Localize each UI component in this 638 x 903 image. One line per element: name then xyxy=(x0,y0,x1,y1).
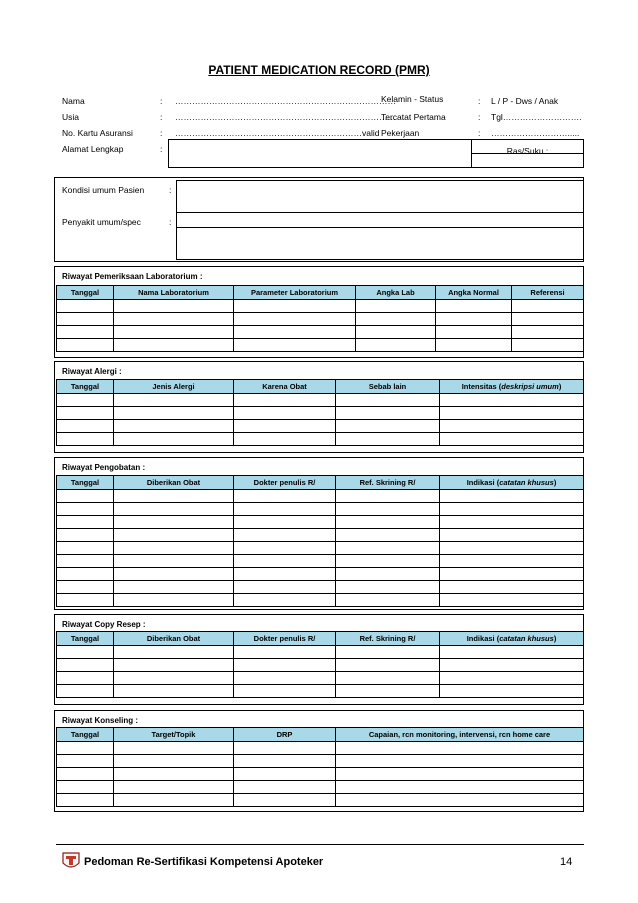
table-cell[interactable] xyxy=(57,529,114,542)
table-cell[interactable] xyxy=(234,313,356,326)
footer-divider xyxy=(56,844,584,845)
column-header: Jenis Alergi xyxy=(114,380,234,394)
table-cell[interactable] xyxy=(436,339,512,352)
pekerjaan-value[interactable]: ………………………..... xyxy=(491,128,580,138)
copy-resep-title: Riwayat Copy Resep : xyxy=(62,620,146,629)
table-cell[interactable] xyxy=(57,594,114,607)
colon: : xyxy=(478,112,481,122)
table-cell[interactable] xyxy=(440,659,584,672)
table-cell[interactable] xyxy=(440,407,584,420)
table-cell[interactable] xyxy=(57,794,114,807)
column-header: Tanggal xyxy=(57,728,114,742)
table-cell[interactable] xyxy=(234,685,336,698)
table-cell[interactable] xyxy=(57,659,114,672)
table-cell[interactable] xyxy=(440,568,584,581)
table-cell[interactable] xyxy=(57,490,114,503)
table-cell[interactable] xyxy=(114,568,234,581)
column-header: Ref. Skrining R/ xyxy=(336,476,440,490)
table-cell[interactable] xyxy=(57,394,114,407)
nama-label: Nama xyxy=(62,96,85,106)
pengobatan-title: Riwayat Pengobatan : xyxy=(62,463,146,472)
page-number: 14 xyxy=(560,856,573,868)
column-header: Referensi xyxy=(512,286,584,300)
table-cell[interactable] xyxy=(234,326,356,339)
header-italic-text: catatan khusus xyxy=(499,478,554,487)
table-cell[interactable] xyxy=(57,503,114,516)
table-row xyxy=(57,581,584,594)
table-row xyxy=(57,568,584,581)
table-cell[interactable] xyxy=(440,581,584,594)
table-row xyxy=(57,672,584,685)
table-row xyxy=(57,794,584,807)
colon: : xyxy=(160,144,163,154)
table-cell[interactable] xyxy=(57,768,114,781)
table-cell[interactable] xyxy=(57,685,114,698)
table-cell[interactable] xyxy=(440,646,584,659)
table-cell[interactable] xyxy=(336,555,440,568)
alamat-field[interactable] xyxy=(168,139,472,168)
table-cell[interactable] xyxy=(57,313,114,326)
table-cell[interactable] xyxy=(57,326,114,339)
table-cell[interactable] xyxy=(234,794,336,807)
column-header: Diberikan Obat xyxy=(114,476,234,490)
table-cell[interactable] xyxy=(512,339,584,352)
column-header: Dokter penulis R/ xyxy=(234,476,336,490)
table-row xyxy=(57,407,584,420)
ras-suku-label: Ras/Suku : xyxy=(506,146,549,156)
table-cell[interactable] xyxy=(234,594,336,607)
table-cell[interactable] xyxy=(234,542,336,555)
kondisi-field[interactable] xyxy=(176,180,584,213)
alergi-title: Riwayat Alergi : xyxy=(62,367,122,376)
table-cell[interactable] xyxy=(234,407,336,420)
alergi-section xyxy=(54,361,584,453)
table-row xyxy=(57,420,584,433)
table-cell[interactable] xyxy=(336,659,440,672)
table-row xyxy=(57,326,584,339)
table-cell[interactable] xyxy=(336,685,440,698)
table-cell[interactable] xyxy=(512,313,584,326)
column-header: Ref. Skrining R/ xyxy=(336,632,440,646)
table-row xyxy=(57,313,584,326)
table-cell[interactable] xyxy=(336,768,584,781)
table-cell[interactable] xyxy=(356,339,436,352)
table-cell[interactable] xyxy=(234,768,336,781)
table-cell[interactable] xyxy=(336,433,440,446)
table-cell[interactable] xyxy=(57,433,114,446)
column-header: Indikasi (catatan khusus) xyxy=(440,632,584,646)
table-cell[interactable] xyxy=(57,781,114,794)
table-row xyxy=(57,300,584,313)
table-row xyxy=(57,742,584,755)
table-cell[interactable] xyxy=(440,394,584,407)
table-cell[interactable] xyxy=(336,794,584,807)
table-cell[interactable] xyxy=(114,326,234,339)
column-header: Tanggal xyxy=(57,476,114,490)
table-cell[interactable] xyxy=(114,516,234,529)
table-cell[interactable] xyxy=(234,503,336,516)
table-cell[interactable] xyxy=(234,659,336,672)
colon: : xyxy=(478,96,481,106)
pengobatan-table xyxy=(56,475,584,607)
table-cell[interactable] xyxy=(336,516,440,529)
page-title: PATIENT MEDICATION RECORD (PMR) xyxy=(208,63,430,77)
table-cell[interactable] xyxy=(234,742,336,755)
table-cell[interactable] xyxy=(336,755,584,768)
tercatat-value[interactable]: Tgl………………………. xyxy=(491,112,582,122)
table-cell[interactable] xyxy=(440,420,584,433)
table-cell[interactable] xyxy=(336,646,440,659)
table-cell[interactable] xyxy=(336,420,440,433)
table-cell[interactable] xyxy=(336,490,440,503)
table-cell[interactable] xyxy=(440,685,584,698)
table-row xyxy=(57,685,584,698)
table-row xyxy=(57,433,584,446)
column-header: Karena Obat xyxy=(234,380,336,394)
table-cell[interactable] xyxy=(234,490,336,503)
table-cell[interactable] xyxy=(234,433,336,446)
table-cell[interactable] xyxy=(356,326,436,339)
table-cell[interactable] xyxy=(440,672,584,685)
table-row xyxy=(57,646,584,659)
table-cell[interactable] xyxy=(114,742,234,755)
column-header: DRP xyxy=(234,728,336,742)
table-cell[interactable] xyxy=(356,313,436,326)
lab-section xyxy=(54,266,584,358)
pekerjaan-label: Pekerjaan xyxy=(381,128,420,138)
table-cell[interactable] xyxy=(336,581,440,594)
table-cell[interactable] xyxy=(436,326,512,339)
table-cell[interactable] xyxy=(114,339,234,352)
table-cell[interactable] xyxy=(234,529,336,542)
table-row xyxy=(57,394,584,407)
table-cell[interactable] xyxy=(356,300,436,313)
table-cell[interactable] xyxy=(114,794,234,807)
column-header: Target/Topik xyxy=(114,728,234,742)
table-cell[interactable] xyxy=(57,300,114,313)
penyakit-label: Penyakit umum/spec xyxy=(62,217,141,227)
table-cell[interactable] xyxy=(234,339,356,352)
table-cell[interactable] xyxy=(114,646,234,659)
table-cell[interactable] xyxy=(114,420,234,433)
colon: : xyxy=(160,112,163,122)
column-header: Parameter Laboratorium xyxy=(234,286,356,300)
column-header: Indikasi (catatan khusus) xyxy=(440,476,584,490)
table-cell[interactable] xyxy=(114,768,234,781)
usia-label: Usia xyxy=(62,112,80,122)
table-cell[interactable] xyxy=(114,394,234,407)
column-header: Tanggal xyxy=(57,286,114,300)
column-header: Angka Normal xyxy=(436,286,512,300)
table-cell[interactable] xyxy=(336,542,440,555)
konseling-table xyxy=(56,727,584,807)
colon: : xyxy=(160,96,163,106)
penyakit-field[interactable] xyxy=(176,212,584,228)
colon: : xyxy=(160,128,163,138)
table-cell[interactable] xyxy=(57,407,114,420)
usia-field[interactable]: …………………………………………………………………… xyxy=(175,112,396,122)
table-cell[interactable] xyxy=(114,659,234,672)
column-header: Angka Lab xyxy=(356,286,436,300)
column-header: Intensitas (deskripsi umum) xyxy=(440,380,584,394)
table-row xyxy=(57,555,584,568)
column-header: Capaian, rcn monitoring, intervensi, rcn home care xyxy=(336,728,584,742)
table-cell[interactable] xyxy=(336,568,440,581)
column-header: Dokter penulis R/ xyxy=(234,632,336,646)
lab-table xyxy=(56,285,584,352)
table-row xyxy=(57,503,584,516)
table-cell[interactable] xyxy=(234,781,336,794)
colon: : xyxy=(169,185,172,195)
table-row xyxy=(57,339,584,352)
table-row xyxy=(57,516,584,529)
ras-suku-box xyxy=(471,139,584,154)
nama-field[interactable]: …………………………………………………………………… xyxy=(175,96,396,106)
kartu-asuransi-field[interactable]: …………………………………………………………valid xyxy=(175,128,380,138)
logo-icon xyxy=(62,851,80,871)
table-cell[interactable] xyxy=(336,742,584,755)
table-cell[interactable] xyxy=(512,326,584,339)
table-cell[interactable] xyxy=(57,755,114,768)
column-header: Tanggal xyxy=(57,632,114,646)
table-row xyxy=(57,755,584,768)
column-header: Nama Laboratorium xyxy=(114,286,234,300)
column-header: Sebab lain xyxy=(336,380,440,394)
table-cell[interactable] xyxy=(114,542,234,555)
table-cell[interactable] xyxy=(234,516,336,529)
tercatat-label: Tercatat Pertama xyxy=(381,112,446,122)
copy-resep-table xyxy=(56,631,584,698)
table-cell[interactable] xyxy=(336,407,440,420)
table-cell[interactable] xyxy=(234,646,336,659)
table-cell[interactable] xyxy=(114,503,234,516)
table-cell[interactable] xyxy=(234,300,356,313)
table-cell[interactable] xyxy=(440,433,584,446)
column-header: Tanggal xyxy=(57,380,114,394)
table-cell[interactable] xyxy=(336,594,440,607)
kelamin-label: Kelamin - Status xyxy=(381,94,444,104)
konseling-title: Riwayat Konseling : xyxy=(62,716,139,725)
table-row xyxy=(57,768,584,781)
table-cell[interactable] xyxy=(440,529,584,542)
table-row xyxy=(57,542,584,555)
table-cell[interactable] xyxy=(440,516,584,529)
colon: : xyxy=(169,217,172,227)
table-cell[interactable] xyxy=(336,503,440,516)
table-cell[interactable] xyxy=(114,755,234,768)
table-cell[interactable] xyxy=(440,490,584,503)
kartu-asuransi-label: No. Kartu Asuransi xyxy=(62,128,133,138)
kelamin-value[interactable]: L / P - Dws / Anak xyxy=(491,96,559,106)
lab-title: Riwayat Pemeriksaan Laboratorium : xyxy=(62,272,203,281)
table-cell[interactable] xyxy=(114,433,234,446)
konseling-section xyxy=(54,710,584,812)
table-cell[interactable] xyxy=(234,581,336,594)
ras-suku-field[interactable] xyxy=(471,153,584,168)
table-cell[interactable] xyxy=(114,313,234,326)
pengobatan-section xyxy=(54,457,584,610)
table-cell[interactable] xyxy=(114,300,234,313)
table-cell[interactable] xyxy=(234,394,336,407)
table-cell[interactable] xyxy=(57,555,114,568)
table-cell[interactable] xyxy=(440,555,584,568)
table-row xyxy=(57,781,584,794)
penyakit-detail-field[interactable] xyxy=(176,227,584,260)
table-cell[interactable] xyxy=(234,568,336,581)
table-cell[interactable] xyxy=(512,300,584,313)
table-row xyxy=(57,529,584,542)
table-cell[interactable] xyxy=(57,646,114,659)
header-italic-text: deskripsi umum xyxy=(501,382,559,391)
table-cell[interactable] xyxy=(234,555,336,568)
table-cell[interactable] xyxy=(57,742,114,755)
table-cell[interactable] xyxy=(57,568,114,581)
kondisi-section xyxy=(54,177,584,262)
table-cell[interactable] xyxy=(57,516,114,529)
table-cell[interactable] xyxy=(234,755,336,768)
table-cell[interactable] xyxy=(57,581,114,594)
table-cell[interactable] xyxy=(336,529,440,542)
table-cell[interactable] xyxy=(436,313,512,326)
table-cell[interactable] xyxy=(336,672,440,685)
table-cell[interactable] xyxy=(336,394,440,407)
table-cell[interactable] xyxy=(114,594,234,607)
table-cell[interactable] xyxy=(114,555,234,568)
table-cell[interactable] xyxy=(336,781,584,794)
table-cell[interactable] xyxy=(57,420,114,433)
footer-text: Pedoman Re-Sertifikasi Kompetensi Apoteker xyxy=(84,856,324,868)
alergi-table xyxy=(56,379,584,446)
table-cell[interactable] xyxy=(440,594,584,607)
table-cell[interactable] xyxy=(57,672,114,685)
kondisi-label: Kondisi umum Pasien xyxy=(62,185,145,195)
table-row xyxy=(57,490,584,503)
table-cell[interactable] xyxy=(114,490,234,503)
table-cell[interactable] xyxy=(57,542,114,555)
header-italic-text: catatan khusus xyxy=(499,634,554,643)
alamat-label: Alamat Lengkap xyxy=(62,144,124,154)
table-row xyxy=(57,594,584,607)
table-cell[interactable] xyxy=(57,339,114,352)
table-cell[interactable] xyxy=(114,407,234,420)
copy-resep-section xyxy=(54,614,584,705)
table-cell[interactable] xyxy=(436,300,512,313)
table-cell[interactable] xyxy=(234,672,336,685)
table-cell[interactable] xyxy=(440,503,584,516)
column-header: Diberikan Obat xyxy=(114,632,234,646)
table-cell[interactable] xyxy=(234,420,336,433)
table-row xyxy=(57,659,584,672)
table-cell[interactable] xyxy=(114,529,234,542)
table-cell[interactable] xyxy=(114,685,234,698)
table-cell[interactable] xyxy=(114,781,234,794)
table-cell[interactable] xyxy=(440,542,584,555)
table-cell[interactable] xyxy=(114,672,234,685)
table-cell[interactable] xyxy=(114,581,234,594)
colon: : xyxy=(478,128,481,138)
